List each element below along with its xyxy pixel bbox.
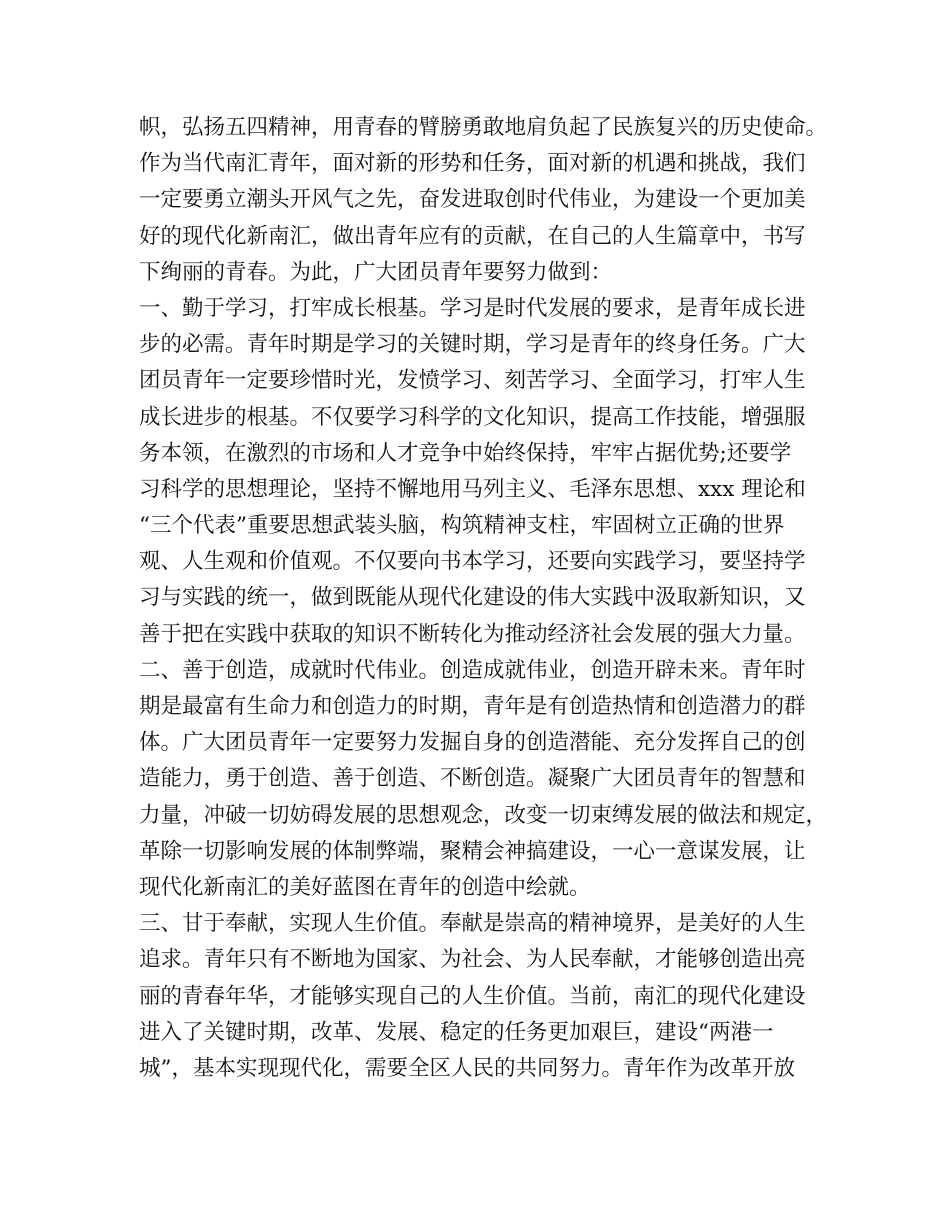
- text-line: 好的现代化新南汇，做出青年应有的贡献，在自己的人生篇章中，书写: [139, 223, 806, 249]
- text-line: 力量，冲破一切妨碍发展的思想观念，改变一切束缚发展的做法和规定，: [139, 802, 828, 828]
- text-line: 帜，弘扬五四精神，用青春的臂膀勇敢地肩负起了民族复兴的历史使命。: [139, 115, 828, 140]
- text-line: 造能力，勇于创造、善于创造、不断创造。凝聚广大团员青年的智慧和: [139, 766, 806, 792]
- text-line: 务本领，在激烈的市场和人才竞争中始终保持，牢牢占据优势;还要学: [139, 440, 792, 466]
- text-line: 团员青年一定要珍惜时光，发愤学习、刻苦学习、全面学习，打牢人生: [139, 368, 806, 394]
- text-line: 进入了关键时期，改革、发展、稳定的任务更加艰巨，建设“两港一: [139, 1019, 774, 1045]
- text-line: 现代化新南汇的美好蓝图在青年的创造中绘就。: [139, 874, 591, 900]
- text-line: “三个代表”重要思想武装头脑，构筑精神支柱，牢固树立正确的世界: [139, 513, 785, 539]
- text-line: 一定要勇立潮头开风气之先，奋发进取创时代伟业，为建设一个更加美: [139, 187, 806, 213]
- text-line: 体。广大团员青年一定要努力发掘自身的创造潜能、充分发挥自己的创: [139, 730, 806, 756]
- text-line: 作为当代南汇青年，面对新的形势和任务，面对新的机遇和挑战，我们: [139, 151, 806, 177]
- body-text: [139, 110, 829, 1087]
- text-line: 城”，基本实现现代化，需要全区人民的共同努力。青年作为改革开放: [139, 1055, 795, 1081]
- text-line: 习科学的思想理论，坚持不懈地用马列主义、毛泽东思想、xxx 理论和: [139, 476, 806, 502]
- text-line: 步的必需。青年时期是学习的关键时期，学习是青年的终身任务。广大: [139, 332, 806, 358]
- text-line: 二、善于创造，成就时代伟业。创造成就伟业，创造开辟未来。青年时: [139, 657, 806, 683]
- text-line: 三、甘于奉献，实现人生价值。奉献是崇高的精神境界，是美好的人生: [139, 911, 806, 937]
- text-line: 革除一切影响发展的体制弊端，聚精会神搞建设，一心一意谋发展，让: [139, 838, 806, 864]
- text-line: 期是最富有生命力和创造力的时期，青年是有创造热情和创造潜力的群: [139, 694, 806, 719]
- text-line: 下绚丽的青春。为此，广大团员青年要努力做到：: [139, 259, 613, 285]
- text-line: 习与实践的统一，做到既能从现代化建设的伟大实践中汲取新知识，又: [139, 585, 806, 611]
- text-line: 追求。青年只有不断地为国家、为社会、为人民奉献，才能够创造出亮: [139, 947, 806, 973]
- text-line: 善于把在实践中获取的知识不断转化为推动经济社会发展的强大力量。: [139, 621, 806, 647]
- text-line: 观、人生观和价值观。不仅要向书本学习，还要向实践学习，要坚持学: [139, 549, 806, 575]
- text-line: 丽的青春年华，才能够实现自己的人生价值。当前，南汇的现代化建设: [139, 983, 806, 1009]
- text-line: 一、勤于学习，打牢成长根基。学习是时代发展的要求，是青年成长进: [139, 295, 806, 321]
- text-line: 成长进步的根基。不仅要学习科学的文化知识，提高工作技能，增强服: [139, 404, 806, 430]
